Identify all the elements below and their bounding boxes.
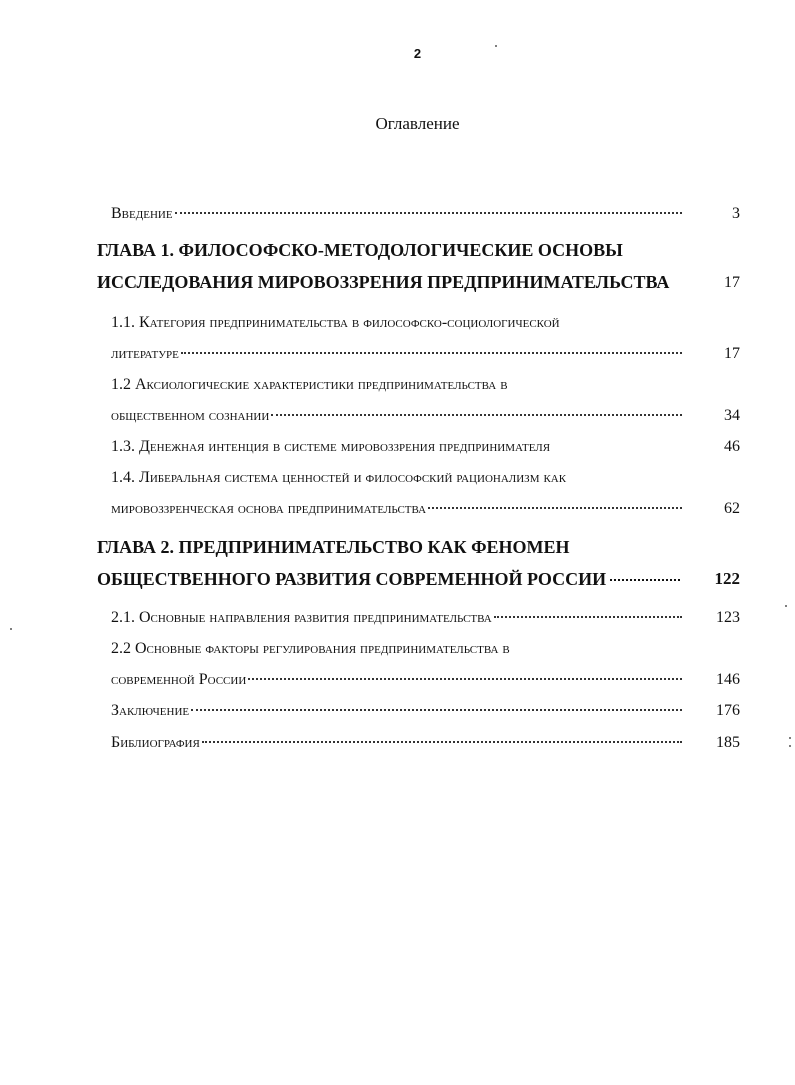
toc-entry-label: 1.3. Денежная интенция в системе мировоззрения предпринимателя: [111, 438, 551, 455]
scan-speck: [785, 605, 787, 607]
toc-entry-section[interactable]: [111, 466, 711, 490]
dot-leader: [181, 352, 682, 354]
toc-title: Оглавление: [375, 114, 460, 133]
toc-entry-section[interactable]: [111, 637, 711, 661]
toc-entry-label: 1.1. Категория предпринимательства в философско-социологической: [111, 314, 560, 331]
dot-leader: [271, 414, 682, 416]
toc-entry-conclusion[interactable]: [111, 699, 685, 723]
toc-entry-section[interactable]: [111, 342, 685, 366]
chapter-heading[interactable]: [97, 238, 682, 262]
toc-page-ref: 185: [716, 734, 740, 751]
chapter-heading-line: ОБЩЕСТВЕННОГО РАЗВИТИЯ СОВРЕМЕННОЙ РОССИИ: [97, 569, 607, 589]
toc-entry-intro[interactable]: [111, 202, 685, 226]
toc-entry-label: 2.1. Основные направления развития предпринимательства: [111, 609, 492, 626]
dot-leader: [494, 616, 682, 618]
toc-page-ref: 123: [716, 609, 740, 626]
chapter-heading[interactable]: [97, 535, 682, 559]
toc-entry-label: общественном сознании: [111, 407, 270, 424]
toc-entry-section[interactable]: [111, 606, 685, 630]
toc-entry-section[interactable]: [111, 373, 711, 397]
toc-entry-label: литературе: [111, 345, 179, 362]
toc-entry-label: Введение: [111, 205, 173, 222]
toc-page-ref: 62: [724, 500, 740, 517]
toc-page-ref: 17: [724, 274, 740, 291]
chapter-heading-line: ИССЛЕДОВАНИЯ МИРОВОЗЗРЕНИЯ ПРЕДПРИНИМАТЕЛЬСТВА: [97, 272, 670, 292]
chapter-heading[interactable]: [97, 567, 682, 591]
scan-speck: [10, 628, 12, 630]
toc-entry-section[interactable]: [111, 311, 711, 335]
dot-leader: [202, 741, 682, 743]
dot-leader: [428, 507, 682, 509]
scan-speck: [789, 745, 791, 747]
toc-page-ref: 46: [724, 438, 740, 455]
toc-entry-bibliography[interactable]: [111, 731, 685, 755]
toc-entry-section[interactable]: [111, 404, 685, 428]
chapter-heading-line: ГЛАВА 1. ФИЛОСОФСКО-МЕТОДОЛОГИЧЕСКИЕ ОСНОВЫ: [97, 240, 623, 260]
toc-entry-label: современной России: [111, 671, 247, 688]
dot-leader: [175, 212, 682, 214]
toc-page-ref: 34: [724, 407, 740, 424]
toc-entry-label: 1.2 Аксиологические характеристики предпринимательства в: [111, 376, 508, 393]
toc-page-ref: 17: [724, 345, 740, 362]
toc-entry-section[interactable]: [111, 668, 685, 692]
chapter-heading-line: ГЛАВА 2. ПРЕДПРИНИМАТЕЛЬСТВО КАК ФЕНОМЕН: [97, 537, 570, 557]
toc-page-ref: 3: [732, 205, 740, 222]
page-number: 2: [413, 46, 422, 61]
toc-entry-label: 1.4. Либеральная система ценностей и философский рационализм как: [111, 469, 567, 486]
toc-entry-label: Заключение: [111, 702, 190, 719]
toc-entry-section[interactable]: [111, 497, 685, 521]
toc-page-ref: 146: [716, 671, 740, 688]
toc-entry-label: Библиография: [111, 734, 200, 751]
chapter-heading[interactable]: [97, 270, 707, 294]
toc-page-ref: 122: [714, 569, 740, 588]
toc-entry-section[interactable]: [111, 435, 711, 459]
scan-speck: [789, 737, 791, 739]
toc-entry-label: мировоззренческая основа предпринимательства: [111, 500, 427, 517]
scan-speck: [495, 45, 497, 47]
dot-leader: [610, 579, 680, 581]
dot-leader: [248, 678, 682, 680]
dot-leader: [191, 709, 682, 711]
toc-page-ref: 176: [716, 702, 740, 719]
toc-entry-label: 2.2 Основные факторы регулирования предпринимательства в: [111, 640, 510, 657]
